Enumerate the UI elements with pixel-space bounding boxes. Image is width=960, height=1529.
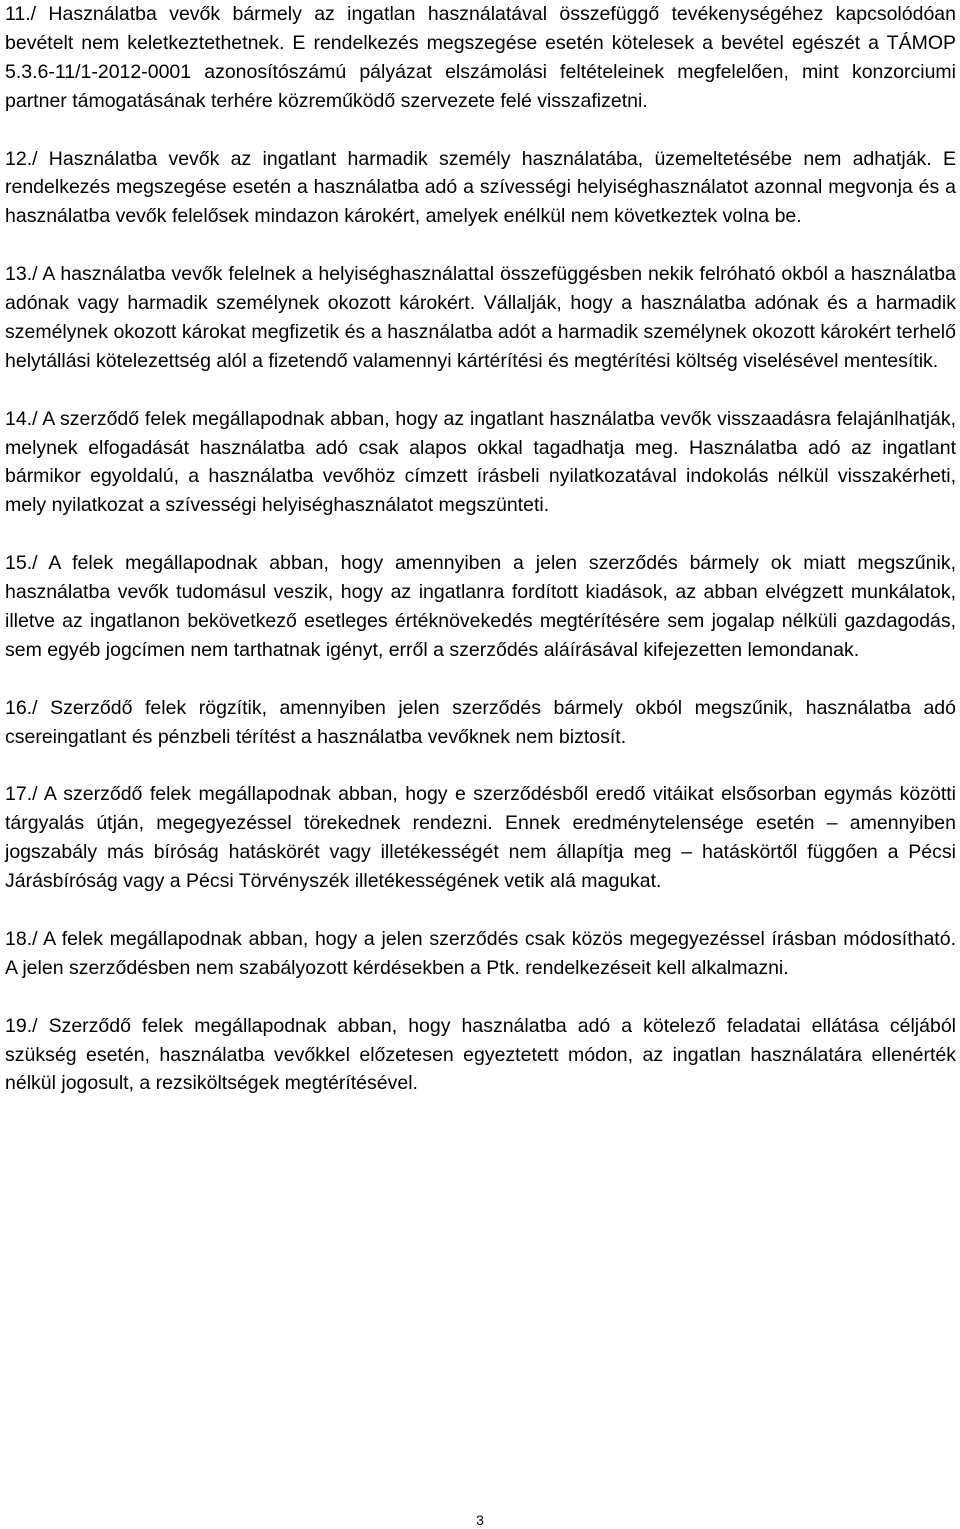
paragraph-11: 11./ Használatba vevők bármely az ingatlan használatával összefüggő tevékenységéhez kapcsolódóan bevételt nem keletkeztethetnek. E rendelkezés megszegése esetén kötelesek a bevétel egészét a TÁMOP 5.3.6-11/1-2012-0001 azonosítószámú pályázat elszámolási feltételeinek megfelelően, mint konzorciumi partner támogatásának terhére közreműködő szervezete felé visszafizetni. xyxy=(5,3,956,112)
paragraph-12: 12./ Használatba vevők az ingatlant harmadik személy használatába, üzemeltetésébe nem adhatják. E rendelkezés megszegése esetén a használatba adó a szívességi helyiséghasználatot azonnal megvonja és a használatba vevők felelősek mindazon károkért, amelyek enélkül nem következtek volna be. xyxy=(5,147,956,228)
paragraph-14: 14./ A szerződő felek megállapodnak abban, hogy az ingatlant használatba vevők visszaadásra felajánlhatják, melynek elfogadását használatba adó csak alapos okkal tagadhatja meg. Használatba adó az ingatlant bármikor egyoldalú, a használatba vevőhöz címzett írásbeli nyilatkozatával indokolás nélkül visszakérheti, mely nyilatkozat a szívességi helyiséghasználatot megszünteti. xyxy=(5,407,956,517)
paragraph-17: 17./ A szerződő felek megállapodnak abban, hogy e szerződésből eredő vitáikat elsősorban egymás közötti tárgyalás útján, megegyezéssel törekednek rendezni. Ennek eredménytelensége esetén – amennyiben jogszabály más bíróság hatáskörét vagy illetékességét nem állapítja meg – hatáskörtől függően a Pécsi Járásbíróság vagy a Pécsi Törvényszék illetékességének vetik alá magukat. xyxy=(5,783,956,893)
paragraph-19: 19./ Szerződő felek megállapodnak abban, hogy használatba adó a kötelező feladatai ellátása céljából szükség esetén, használatba vevőkkel előzetesen egyeztetett módon, az ingatlan használatára ellenérték nélkül jogosult, a rezsiköltségek megtérítésével. xyxy=(5,1014,956,1095)
paragraph-15: 15./ A felek megállapodnak abban, hogy amennyiben a jelen szerződés bármely ok miatt megszűnik, használatba vevők tudomásul veszik, hogy az ingatlanra fordított kiadások, az abban elvégzett munkálatok, illetve az ingatlanon bekövetkező esetleges értéknövekedés megtérítésére sem jogalap nélküli gazdagodás, sem egyéb jogcímen nem tarthatnak igényt, erről a szerződés aláírásával kifejezetten lemondanak. xyxy=(5,552,956,661)
page-number: 3 xyxy=(476,1512,484,1528)
paragraph-18: 18./ A felek megállapodnak abban, hogy a jelen szerződés csak közös megegyezéssel írásban módosítható. A jelen szerződésben nem szabályozott kérdésekben a Ptk. rendelkezéseit kell alkalmazni. xyxy=(5,927,956,979)
paragraph-13: 13./ A használatba vevők felelnek a helyiséghasználattal összefüggésben nekik felróható okból a használatba adónak vagy harmadik személynek okozott károkért. Vállalják, hogy a használatba adónak és a harmadik személynek okozott károkat megfizetik és a használatba adót a harmadik személynek okozott károkért terhelő helytállási kötelezettség alól a fizetendő valamennyi kártérítési és megtérítési költség viselésével mentesítik. xyxy=(5,263,956,372)
paragraph-16: 16./ Szerződő felek rögzítik, amennyiben jelen szerződés bármely okból megszűnik, használatba adó csereingatlant és pénzbeli térítést a használatba vevőknek nem biztosít. xyxy=(5,696,956,748)
document-page xyxy=(5,0,956,1127)
